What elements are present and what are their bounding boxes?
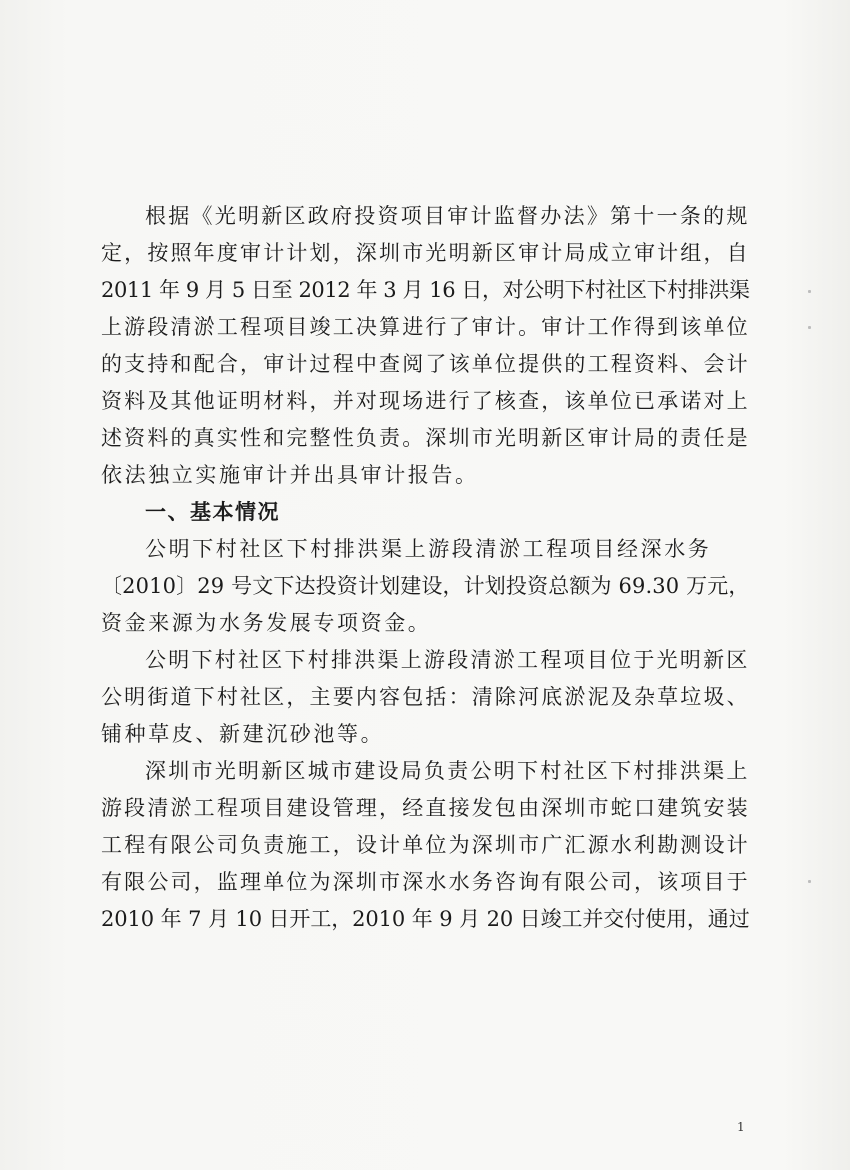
paragraph-line: 资料及其他证明材料，并对现场进行了核查，该单位已承诺对上 <box>101 389 750 413</box>
paragraph-line: 铺种草皮、新建沉砂池等。 <box>101 722 385 746</box>
scan-speck <box>808 326 811 329</box>
paragraph-line: 公明下村社区下村排洪渠上游段清淤工程项目位于光明新区 <box>145 648 750 672</box>
paragraph-line: 深圳市光明新区城市建设局负责公明下村社区下村排洪渠上 <box>145 759 750 783</box>
paragraph-line: 公明下村社区下村排洪渠上游段清淤工程项目经深水务 <box>145 537 712 561</box>
scan-speck <box>808 290 811 293</box>
paragraph-line: 根据《光明新区政府投资项目审计监督办法》第十一条的规 <box>145 204 750 228</box>
paragraph-line: 资金来源为水务发展专项资金。 <box>101 611 432 635</box>
section-heading: 一、基本情况 <box>145 500 280 524</box>
paragraph-line: 公明街道下村社区，主要内容包括：清除河底淤泥及杂草垃圾、 <box>101 685 750 709</box>
paragraph-line: 〔2010〕29 号文下达投资计划建设，计划投资总额为 69.30 万元， <box>101 574 750 598</box>
paragraph-line: 定，按照年度审计计划，深圳市光明新区审计局成立审计组，自 <box>101 241 750 265</box>
paragraph-line: 2010 年 7 月 10 日开工，2010 年 9 月 20 日竣工并交付使用，通过 <box>101 907 750 931</box>
paragraph-line: 2011 年 9 月 5 日至 2012 年 3 月 16 日，对公明下村社区下村排洪渠 <box>101 278 750 302</box>
paragraph-line: 的支持和配合，审计过程中查阅了该单位提供的工程资料、会计 <box>101 352 750 376</box>
paragraph-line: 工程有限公司负责施工，设计单位为深圳市广汇源水利勘测设计 <box>101 833 750 857</box>
paragraph-line: 述资料的真实性和完整性负责。深圳市光明新区审计局的责任是 <box>101 426 750 450</box>
scan-speck <box>808 880 811 883</box>
paragraph-line: 依法独立实施审计并出具审计报告。 <box>101 463 479 487</box>
page-number: 1 <box>737 1120 745 1134</box>
paragraph-line: 上游段清淤工程项目竣工决算进行了审计。审计工作得到该单位 <box>101 315 750 339</box>
paragraph-line: 游段清淤工程项目建设管理，经直接发包由深圳市蛇口建筑安装 <box>101 796 750 820</box>
paragraph-line: 有限公司，监理单位为深圳市深水水务咨询有限公司，该项目于 <box>101 870 750 894</box>
